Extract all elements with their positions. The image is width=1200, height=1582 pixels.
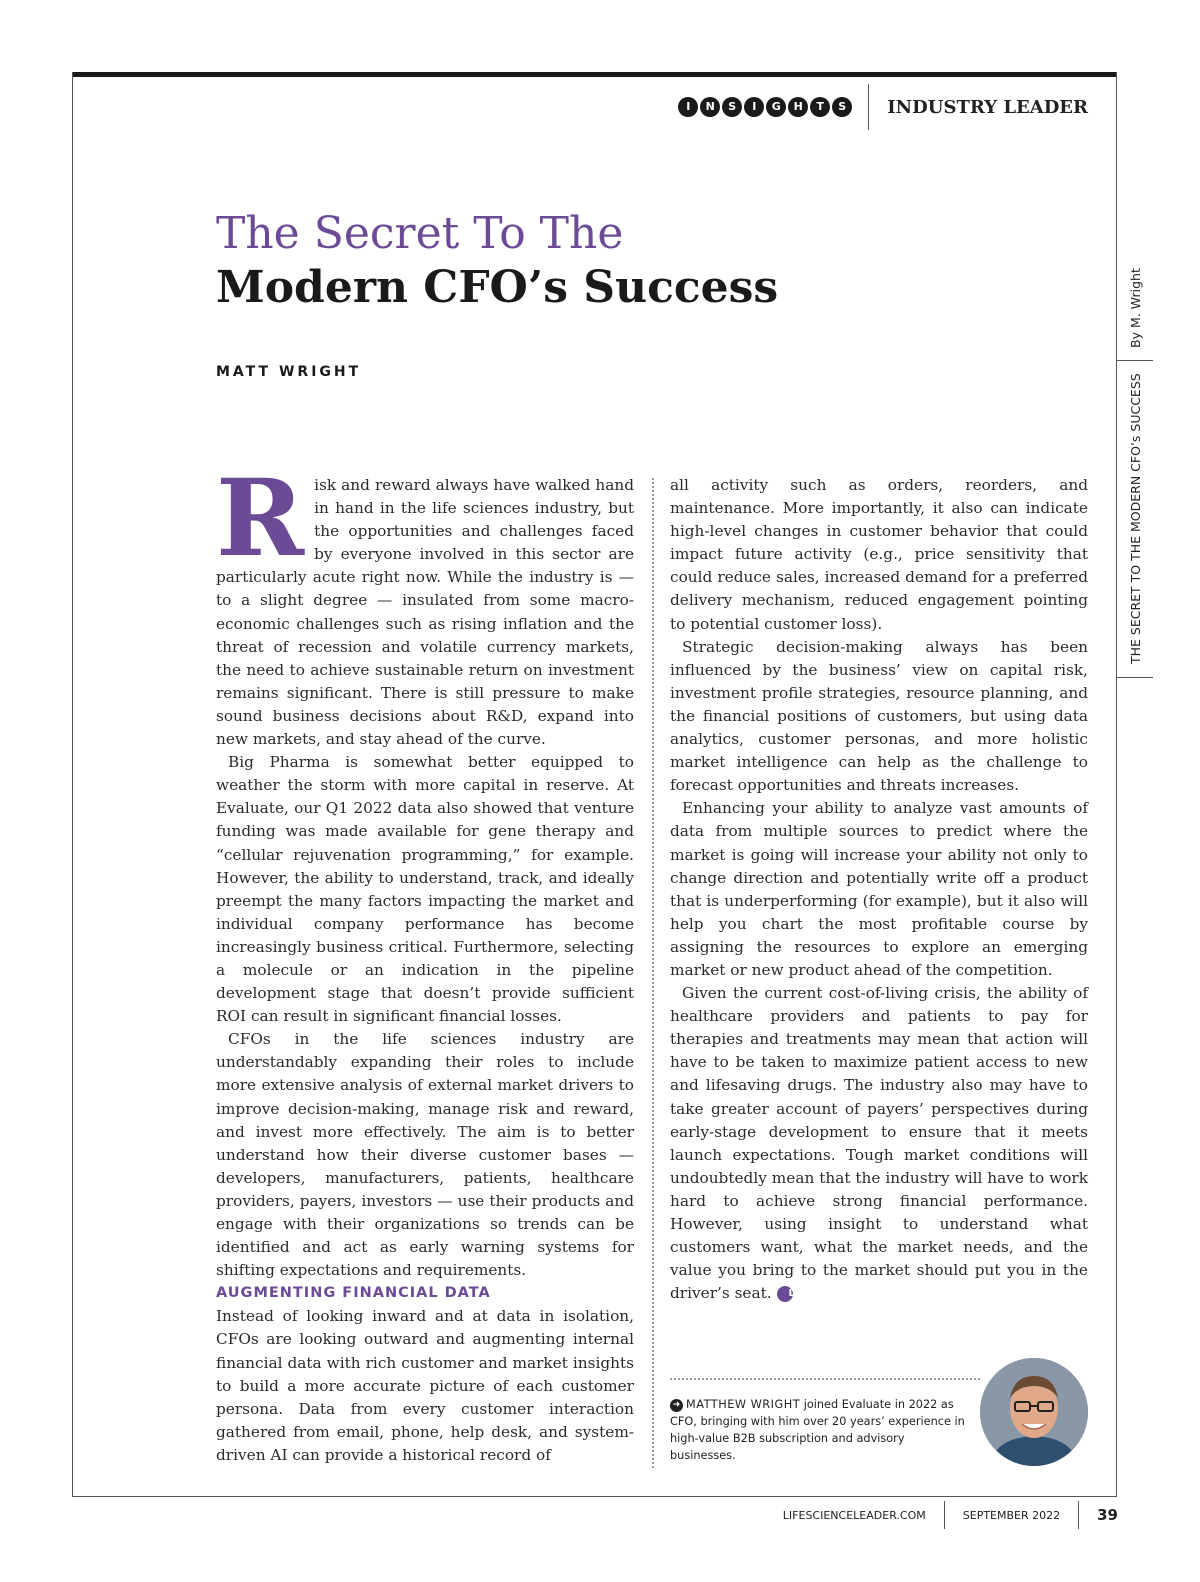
section-label: INDUSTRY LEADER	[887, 96, 1088, 118]
footer-divider	[944, 1501, 945, 1529]
paragraph: CFOs in the life sciences industry are understandably expanding their roles to include more extensive analysis of external market drivers to improve decision-making, manage risk and reward, and invest more effectively. The aim is to better understand how their diverse customer bases — developers, manufacturers, patients, healthcare providers, payers, investors — use their products and engage with their organizations so trends can be identified and act as early warning systems for shifting expectations and requirements.	[216, 1030, 634, 1280]
article-column-left	[216, 455, 634, 1467]
paragraph-text: isk and reward always have walked hand in hand in the life sciences industry, but the opportunities and challenges faced by everyone involved in this sector are particularly acute right now. While the industry is — to a slight degree — insulated from some macro-economic challenges such as rising inflation and the threat of recession and volatile currency markets, the need to achieve sustainable return on investment remains significant. There is still pressure to make sound business decisions about R&D, expand into new markets, and stay ahead of the curve.	[216, 476, 634, 749]
insights-badge-letter: I	[678, 97, 698, 117]
end-mark-icon: L	[777, 1286, 793, 1302]
arrow-right-icon: ➜	[670, 1399, 683, 1412]
insights-badge-letter: G	[766, 97, 786, 117]
author-photo	[980, 1358, 1088, 1466]
page-number: 39	[1097, 1506, 1118, 1524]
paragraph: Instead of looking inward and at data in isolation, CFOs are looking outward and augmenting internal financial data with rich customer and market insights to build a more accurate picture of each customer persona. Data from every customer interaction gathered from email, phone, help desk, and system-driven AI can provide a historical record of	[216, 1307, 634, 1464]
bio-rule	[670, 1378, 980, 1380]
article-title-line1: The Secret To The	[216, 208, 624, 259]
author-bio	[670, 1396, 970, 1464]
insights-badge-letter: S	[722, 97, 742, 117]
article-column-right	[670, 474, 1088, 1305]
paragraph: all activity such as orders, reorders, and maintenance. More importantly, it also can indicate high-level changes in customer behavior that could impact future activity (e.g., price sensitivity that could reduce sales, increased demand for a preferred delivery mechanism, reduced engagement pointing to potential customer loss).	[670, 476, 1088, 633]
footer-issue: SEPTEMBER 2022	[962, 1508, 1061, 1522]
page-footer	[783, 1504, 1118, 1526]
author-byline: MATT WRIGHT	[216, 364, 362, 380]
paragraph: Strategic decision-making always has been influenced by the business’ view on capital risk, investment profile strategies, resource planning, and the financial positions of customers, but using data analytics, customer personas, and more holistic market intelligence can help as the challenge to forecast opportunities and threats increases.	[670, 637, 1088, 795]
bio-text: joined Evaluate in 2022 as CFO, bringing with him over 20 years’ experience in high-value B2B subscription and advisory businesses.	[670, 1398, 965, 1462]
sidebar-rule	[1117, 677, 1153, 678]
insights-badge	[678, 84, 869, 130]
column-divider	[652, 478, 654, 1468]
page-header	[678, 90, 1088, 124]
paragraph-text: Given the current cost-of-living crisis, the ability of healthcare providers and patients to pay for therapies and treatments may mean that action will have to be taken to maximize patient access to new and lifesaving drugs. The industry also may have to take greater account of payers’ perspectives during early-stage development to ensure that it meets launch expectations. Tough market conditions will undoubtedly mean that the industry will have to work hard to achieve strong financial performance. However, using insight to understand what customers want, what the market needs, and the value you bring to the market should put you in the driver’s seat.	[670, 984, 1088, 1303]
footer-site: LIFESCIENCELEADER.COM	[782, 1508, 926, 1522]
sidebar-byline: By M. Wright	[1128, 268, 1143, 348]
insights-badge-letter: S	[832, 97, 852, 117]
paragraph	[670, 982, 1088, 1305]
article-title-line2: Modern CFO’s Success	[216, 262, 779, 313]
paragraph: Big Pharma is somewhat better equipped to weather the storm with more capital in reserve. At Evaluate, our Q1 2022 data also showed that venture funding was made available for gene therapy and “cellular rejuvenation programming,” for example. However, the ability to understand, track, and ideally preempt the many factors impacting the market and individual company performance has become increasingly business critical. Furthermore, selecting a molecule or an indication in the pipeline development stage that doesn’t provide sufficient ROI can result in significant financial losses.	[216, 753, 634, 1026]
insights-badge-letter: H	[788, 97, 808, 117]
sidebar-title: THE SECRET TO THE MODERN CFO’s SUCCESS	[1128, 373, 1143, 664]
insights-badge-letter: T	[810, 97, 830, 117]
paragraph	[216, 455, 634, 751]
footer-divider	[1078, 1501, 1079, 1529]
paragraph: Enhancing your ability to analyze vast amounts of data from multiple sources to predict where the market is going will increase your ability not only to change direction and potentially write off a product that is underperforming (for example), but it also will help you chart the most profitable course by assigning the resources to explore an emerging market or new product ahead of the competition.	[670, 799, 1088, 979]
insights-badge-letter: I	[744, 97, 764, 117]
bio-name: MATTHEW WRIGHT	[686, 1398, 801, 1411]
sidebar-rule	[1117, 360, 1153, 361]
insights-badge-letter: N	[700, 97, 720, 117]
drop-cap: R	[216, 455, 305, 580]
subheading: AUGMENTING FINANCIAL DATA	[216, 1285, 491, 1302]
